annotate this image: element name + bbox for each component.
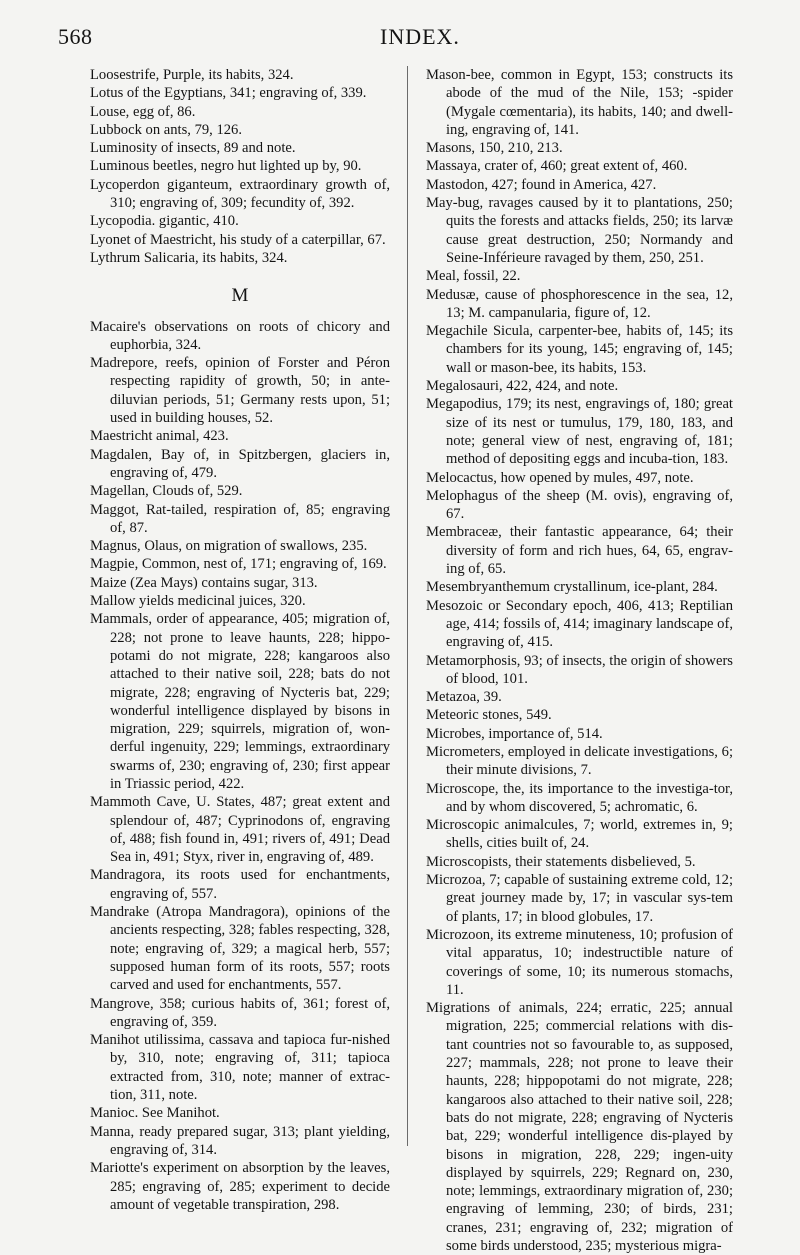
index-entry: Megapodius, 179; its nest, engravings of, 180; great size of its nest or tumulus, 179, 180, 183, and note; general view of nest, engraving of, 181; method of depositing eggs and incuba-tion, 183. [426, 396, 733, 468]
index-entry: Manihot utilissima, cassava and tapioca fur-nished by, 310, note; engraving of, 311; tapioca extracted from, 310, note; manner of extrac-tion, 311, note. [90, 1032, 390, 1104]
index-entry: Melocactus, how opened by mules, 497, note. [426, 469, 694, 486]
index-entry: Metazoa, 39. [426, 689, 502, 706]
index-entry: Lythrum Salicaria, its habits, 324. [90, 249, 288, 266]
page-header [0, 20, 800, 60]
index-entry: Mastodon, 427; found in America, 427. [426, 176, 657, 193]
index-entry: May-bug, ravages caused by it to plantations, 250; quits the forests and attacks fields, 250; its larvæ cause great destruction, 250; Normandy and Seine-Inférieure ravaged by them, 250, 251. [426, 195, 733, 266]
index-entry: Lyonet of Maestricht, his study of a caterpillar, 67. [90, 231, 386, 248]
index-entry: Loosestrife, Purple, its habits, 324. [90, 67, 294, 83]
left-column [90, 66, 390, 1214]
index-entry: Mesozoic or Secondary epoch, 406, 413; Reptilian age, 414; fossils of, 414; imaginary landscape of, engraving of, 415. [426, 597, 733, 651]
index-entry: Magnus, Olaus, on migration of swallows, 235. [90, 538, 368, 555]
index-entry: Maize (Zea Mays) contains sugar, 313. [90, 574, 318, 591]
index-entry: Mammals, order of appearance, 405; migration of, 228; not prone to leave haunts, 228; hippo-potami do not migrate, 228; kangaroos also attached to their native soil, 228; bats do not migrate, 228; engraving of Nycteris bat, 229; wonderful intelligence displayed by bisons in migration, 229; squirrels, migration of, won-derful ingenuity, 229; lemmings, extraordinary swarms of, 230; engraving of, 230; first appear in Triassic period, 422. [90, 611, 390, 792]
column-divider [407, 66, 408, 1146]
index-entry: Lotus of the Egyptians, 341; engraving of, 339. [90, 85, 367, 102]
index-entry: Manna, ready prepared sugar, 313; plant yielding, engraving of, 314. [90, 1123, 390, 1158]
index-entry: Mangrove, 358; curious habits of, 361; forest of, engraving of, 359. [90, 995, 390, 1030]
index-entry: Medusæ, cause of phosphorescence in the sea, 12, 13; M. campanularia, figure of, 12. [426, 286, 733, 321]
right-column [426, 66, 733, 1255]
index-entry: Louse, egg of, 86. [90, 103, 196, 120]
index-entry: Megalosauri, 422, 424, and note. [426, 378, 619, 395]
index-entry: Masons, 150, 210, 213. [426, 140, 563, 157]
index-entry: Macaire's observations on roots of chicory and euphorbia, 324. [90, 318, 390, 353]
index-entry: Mammoth Cave, U. States, 487; great extent and splendour of, 487; Cyprinodons of, engraving of, 488; fish found in, 491; rivers of, 491; Dead Sea in, 491; Styx, river in, engraving of, 489. [90, 794, 390, 866]
index-entry: Metamorphosis, 93; of insects, the origin of showers of blood, 101. [426, 652, 733, 687]
page-title: INDEX. [380, 24, 460, 49]
index-entry: Mason-bee, common in Egypt, 153; constructs its abode of the mud of the Nile, 153; -spider (Mygale cœmentaria), its habits, 140; and dwell-ing, engraving of, 141. [426, 67, 733, 138]
page-number: 568 [58, 24, 93, 49]
index-entry: Megachile Sicula, carpenter-bee, habits of, 145; its chambers for its young, 145; engraving of, 145; wall or mason-bee, its habits, 153. [426, 323, 733, 376]
index-entry: Madrepore, reefs, opinion of Forster and Péron respecting rapidity of growth, 50; in ante-diluvian periods, 51; Germany rests upon, 51; used in building houses, 52. [90, 355, 390, 427]
index-entry: Magpie, Common, nest of, 171; engraving of, 169. [90, 556, 387, 573]
index-entry: Micrometers, employed in delicate investigations, 6; their minute divisions, 7. [426, 743, 733, 779]
index-entry: Luminosity of insects, 89 and note. [90, 140, 296, 157]
index-entry: Magellan, Clouds of, 529. [90, 483, 243, 500]
index-entry: Microscope, the, its importance to the investiga-tor, and by whom discovered, 5; achromatic, 6. [426, 780, 733, 815]
index-entry: Microzoa, 7; capable of sustaining extreme cold, 12; great journey made by, 17; in vascular sys-tem of plants, 17; in blood globules, 17. [426, 872, 733, 925]
index-entry: Maggot, Rat-tailed, respiration of, 85; engraving of, 87. [90, 501, 390, 536]
index-entry: Mallow yields medicinal juices, 320. [90, 593, 306, 610]
index-entry: Membraceæ, their fantastic appearance, 64; their diversity of form and rich hues, 64, 65, engrav-ing of, 65. [426, 524, 733, 578]
index-entry: Massaya, crater of, 460; great extent of, 460. [426, 158, 688, 175]
index-entry: Maestricht animal, 423. [90, 428, 229, 445]
index-entry: Microscopic animalcules, 7; world, extremes in, 9; shells, cities built of, 24. [426, 817, 733, 852]
index-entry: Migrations of animals, 224; erratic, 225; annual migration, 225; commercial relations with dis-tant countries not so favourable to, as supposed, 227; mammals, 228; not prone to leave their haunts, 228; hippopotami do not migrate, 228; kangaroos also attached to their native soil, 228; bats do not migrate, 228; engraving of Nycteris bat, 229; wonderful intelligence dis-played by bisons in migration, 228, 229; ingen-uity displayed by squirrels, 229; Regnard on, 230, note; lemmings, extraordinary migration of, 230; engraving of lemming, 230; of birds, 231; cranes, 231; engraving of, 232; migration of some birds understood, 235; mysterious migra- [426, 1000, 733, 1254]
index-entry: Lycoperdon giganteum, extraordinary growth of, 310; engraving of, 309; fecundity of, 392. [90, 176, 390, 212]
index-entry: Manioc. See Manihot. [90, 1105, 220, 1122]
index-entry: Meal, fossil, 22. [426, 268, 521, 285]
index-entry: Melophagus of the sheep (M. ovis), engraving of, 67. [426, 487, 733, 523]
index-entry: Magdalen, Bay of, in Spitzbergen, glaciers in, engraving of, 479. [90, 446, 390, 481]
index-entry: Mandragora, its roots used for enchantments, engraving of, 557. [90, 867, 390, 902]
index-entry: Mariotte's experiment on absorption by the leaves, 285; engraving of, 285; experiment to decide amount of vegetable transpiration, 298. [90, 1160, 390, 1213]
section-letter: M [231, 285, 249, 307]
index-entry: Microzoon, its extreme minuteness, 10; profusion of vital apparatus, 10; indestructible nature of coverings of some, 10; its numerous stomachs, 11. [426, 926, 733, 998]
index-entry: Microbes, importance of, 514. [426, 725, 603, 742]
index-entry: Microscopists, their statements disbelieved, 5. [426, 853, 696, 870]
index-entry: Meteoric stones, 549. [426, 707, 552, 724]
index-entry: Mandrake (Atropa Mandragora), opinions of the ancients respecting, 328; fables respecting, 328, note; engraving of, 329; a magical herb, 557; supposed human form of its roots, 557; roots carved and used for enchantments, 557. [90, 904, 390, 994]
index-entry: Luminous beetles, negro hut lighted up by, 90. [90, 158, 362, 175]
index-entry: Lycopodia. gigantic, 410. [90, 213, 239, 230]
index-entry: Mesembryanthemum crystallinum, ice-plant, 284. [426, 579, 718, 596]
index-entry: Lubbock on ants, 79, 126. [90, 121, 243, 138]
